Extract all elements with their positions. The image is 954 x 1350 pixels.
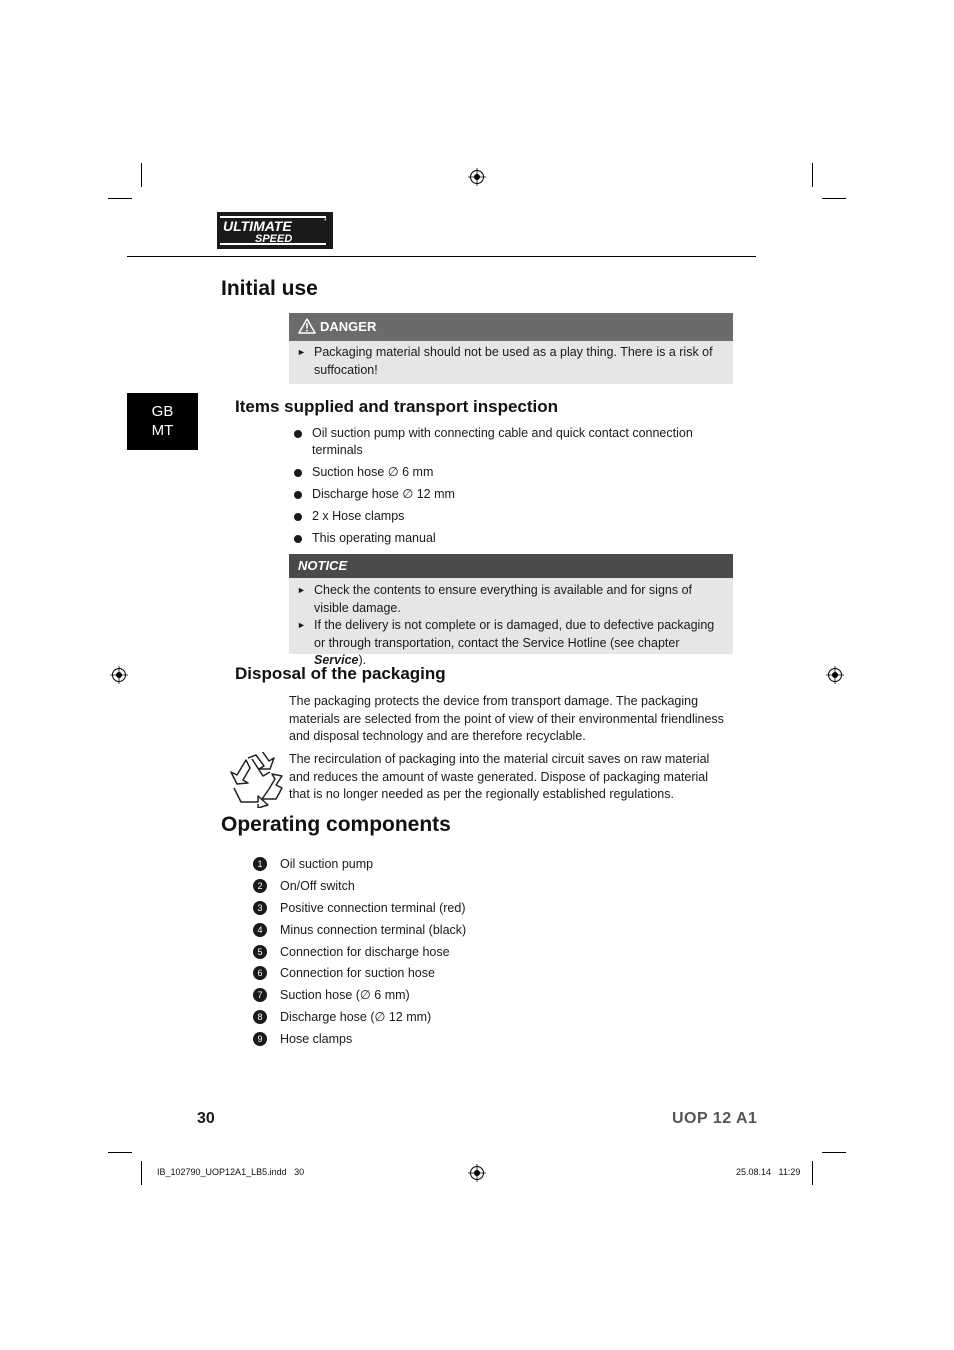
list-item: 8 Discharge hose (∅ 12 mm) — [253, 1009, 553, 1031]
registration-mark-icon — [110, 666, 128, 684]
list-item: Discharge hose ∅ 12 mm — [289, 486, 709, 503]
bullet-dot-icon — [294, 535, 302, 543]
chapter-reference: Service — [314, 653, 359, 667]
model-number: UOP 12 A1 — [672, 1110, 758, 1127]
page-number: 30 — [197, 1110, 215, 1127]
list-item: Suction hose ∅ 6 mm — [289, 464, 709, 481]
notice-header — [289, 554, 733, 578]
section-title-disposal: Disposal of the packaging — [235, 664, 446, 683]
item-number: 1 — [253, 857, 267, 871]
recycling-icon — [226, 752, 284, 808]
list-item: 6 Connection for suction hose — [253, 965, 553, 987]
registration-mark-icon — [468, 1164, 486, 1182]
danger-body — [289, 341, 733, 384]
list-item: 1 Oil suction pump — [253, 856, 553, 878]
header-rule — [127, 256, 756, 257]
arrow-right-icon: ► — [297, 620, 306, 630]
disposal-paragraph-2: The recirculation of packaging into the material circuit saves on raw material and reduces the amount of waste generated. Dispose of packaging material that is no longer needed as per the regionally established regulations. — [289, 752, 710, 801]
print-slug-file: IB_102790_UOP12A1_LB5.indd 30 — [157, 1167, 305, 1177]
language-tab — [127, 393, 198, 450]
section-title-operating-components: Operating components — [221, 813, 451, 836]
crop-mark — [812, 163, 813, 187]
notice-body — [289, 578, 733, 667]
registration-mark-icon — [468, 168, 486, 186]
crop-mark — [108, 198, 132, 199]
danger-item-text: Packaging material should not be used as a play thing. There is a risk of suffocation! — [314, 345, 713, 377]
bullet-dot-icon — [294, 469, 302, 477]
danger-label: DANGER — [320, 319, 377, 334]
items-supplied-list — [289, 425, 709, 552]
logo-text-top: ULTIMATE — [223, 218, 292, 234]
print-slug-date: 25.08.14 11:29 — [736, 1167, 801, 1177]
list-item: 5 Connection for discharge hose — [253, 944, 553, 966]
section-title-items-supplied: Items supplied and transport inspection — [235, 397, 559, 416]
crop-mark — [141, 1161, 142, 1185]
svg-text:*: * — [324, 218, 327, 225]
list-item: 2 On/Off switch — [253, 878, 553, 900]
logo-text-bottom: SPEED — [255, 233, 293, 245]
danger-header — [289, 313, 733, 341]
notice-item: ► Check the contents to ensure everything is available and for signs of visible damage. — [297, 583, 692, 615]
bullet-dot-icon — [294, 513, 302, 521]
warning-triangle-icon — [298, 316, 316, 344]
item-number: 2 — [253, 879, 267, 893]
disposal-paragraph-1: The packaging protects the device from transport damage. The packaging materials are selected from the point of view of their environmental friendliness and disposal technology and are therefore recyclable. — [289, 694, 724, 743]
list-item: 2 x Hose clamps — [289, 508, 709, 525]
crop-mark — [822, 1152, 846, 1153]
list-item: 9 Hose clamps — [253, 1031, 553, 1053]
operating-components-list — [253, 856, 553, 1053]
language-tab-line1: GB — [151, 403, 174, 420]
item-number: 8 — [253, 1010, 267, 1024]
list-item: 3 Positive connection terminal (red) — [253, 900, 553, 922]
crop-mark — [822, 198, 846, 199]
notice-label: NOTICE — [298, 558, 348, 573]
item-number: 7 — [253, 988, 267, 1002]
list-item: Oil suction pump with connecting cable and quick contact connection terminals — [289, 425, 709, 459]
danger-box — [289, 313, 733, 384]
arrow-right-icon: ► — [297, 347, 306, 357]
bullet-dot-icon — [294, 491, 302, 499]
danger-item — [297, 344, 723, 379]
list-item: 4 Minus connection terminal (black) — [253, 922, 553, 944]
bullet-dot-icon — [294, 430, 302, 438]
item-number: 3 — [253, 901, 267, 915]
item-number: 5 — [253, 945, 267, 959]
list-item: This operating manual — [289, 530, 709, 547]
section-title-initial-use: Initial use — [221, 277, 318, 300]
item-number: 9 — [253, 1032, 267, 1046]
arrow-right-icon: ► — [297, 585, 306, 595]
crop-mark — [812, 1161, 813, 1185]
crop-mark — [141, 163, 142, 187]
crop-mark — [108, 1152, 132, 1153]
notice-item: ► If the delivery is not complete or is damaged, due to defective packaging or through transportation, contact the Service Hotline (see chapter Service). — [297, 618, 715, 667]
registration-mark-icon — [826, 666, 844, 684]
item-number: 4 — [253, 923, 267, 937]
notice-box — [289, 554, 733, 667]
brand-logo — [217, 212, 333, 249]
item-number: 6 — [253, 966, 267, 980]
language-tab-line2: MT — [151, 422, 174, 439]
list-item: 7 Suction hose (∅ 6 mm) — [253, 987, 553, 1009]
